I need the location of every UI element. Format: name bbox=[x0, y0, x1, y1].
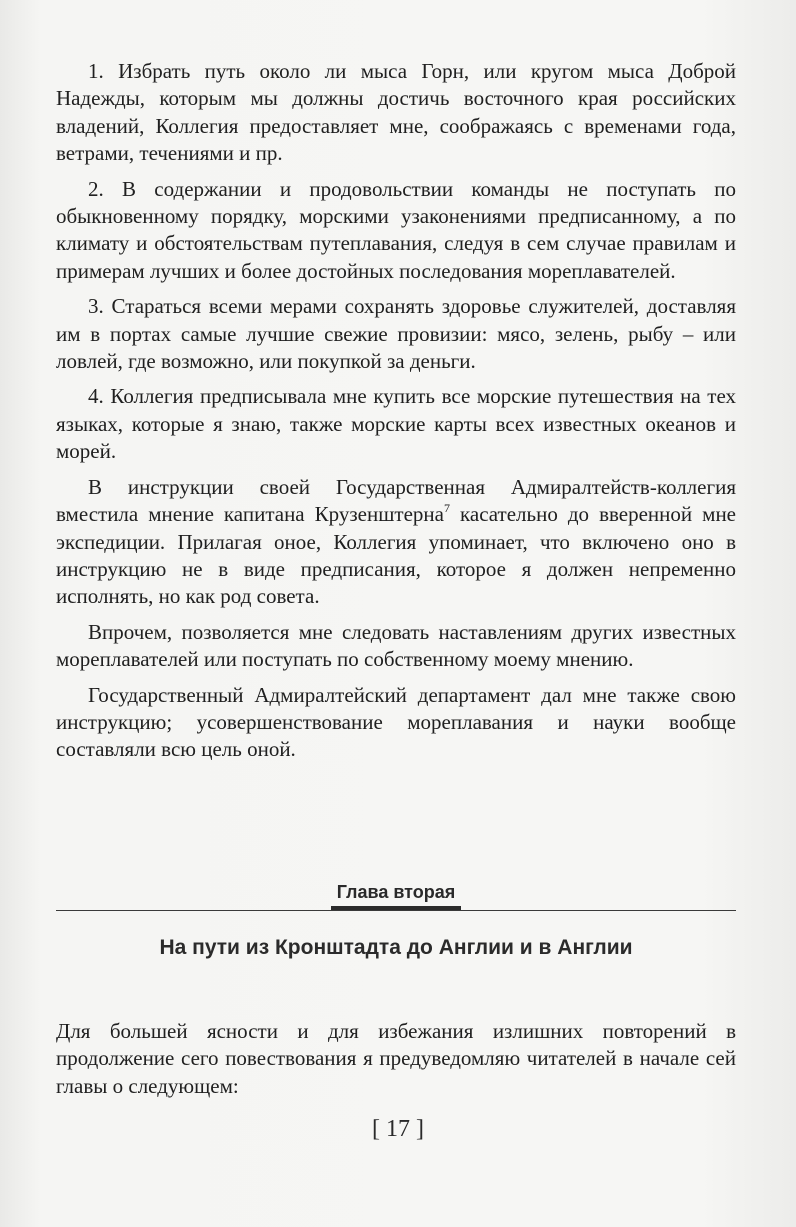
chapter-opening-paragraph: Для большей ясности и для избежания излишних повторений в продолжение сего повествования я предуведомляю читателей в начале сей главы о следующем: bbox=[56, 1019, 736, 1098]
paragraph-item-3: 3. Стараться всеми мерами сохранять здоровье служителей, доставляя им в портах самые лучшие свежие провизии: мясо, зелень, рыбу – или ловлей, где возможно, или покупкой за деньги. bbox=[56, 294, 736, 374]
paragraph-instruction bbox=[56, 474, 736, 611]
chapter-label: Глава вторая bbox=[331, 882, 462, 910]
chapter-heading bbox=[56, 880, 736, 959]
paragraph-item-4: 4. Коллегия предписывала мне купить все морские путешествия на тех языках, которые я знаю, также морские карты всех известных океанов и морей. bbox=[56, 384, 736, 464]
footnote-marker[interactable]: 7 bbox=[443, 501, 450, 516]
paragraph-instruction-text-cont: касательно до вверенной мне экспедиции. Прилагая оное, Коллегия упоминает, что включено оно в инструкцию не в виде предписания, которое я должен непременно исполнять, но как род совета. bbox=[56, 502, 736, 609]
body-text bbox=[56, 58, 736, 772]
paragraph-item-2: 2. В содержании и продовольствии команды не поступать по обыкновенному порядку, морскими узаконениями предписанному, а по климату и обстоятельствам путеплавания, следуя в сем случае правилам и примерам лучших и более достойных последования мореплавателей. bbox=[56, 176, 736, 283]
paragraph-department: Государственный Адмиралтейский департамент дал мне также свою инструкцию; усовершенствование мореплавания и науки вообще составляли всю цель оной. bbox=[56, 682, 736, 762]
page-number: [ 17 ] bbox=[372, 1116, 424, 1142]
paragraph-instruction-text: В инструкции своей Государственная Адмиралтейств-коллегия вместила мнение капитана Крузенштерна bbox=[56, 474, 736, 527]
paragraph-item-1: 1. Избрать путь около ли мыса Горн, или кругом мыса Доброй Надежды, которым мы должны достичь восточного края российских владений, Коллегия предоставляет мне, соображаясь с временами года, ветрами, течениями и пр. bbox=[56, 59, 736, 166]
chapter-divider bbox=[56, 910, 736, 911]
chapter-title: На пути из Кронштадта до Англии и в Англии bbox=[159, 936, 633, 959]
paragraph-permission: Впрочем, позволяется мне следовать наставлениям других известных мореплавателей или поступать по собственному моему мнению. bbox=[56, 619, 736, 672]
chapter-body-text bbox=[56, 1018, 736, 1100]
